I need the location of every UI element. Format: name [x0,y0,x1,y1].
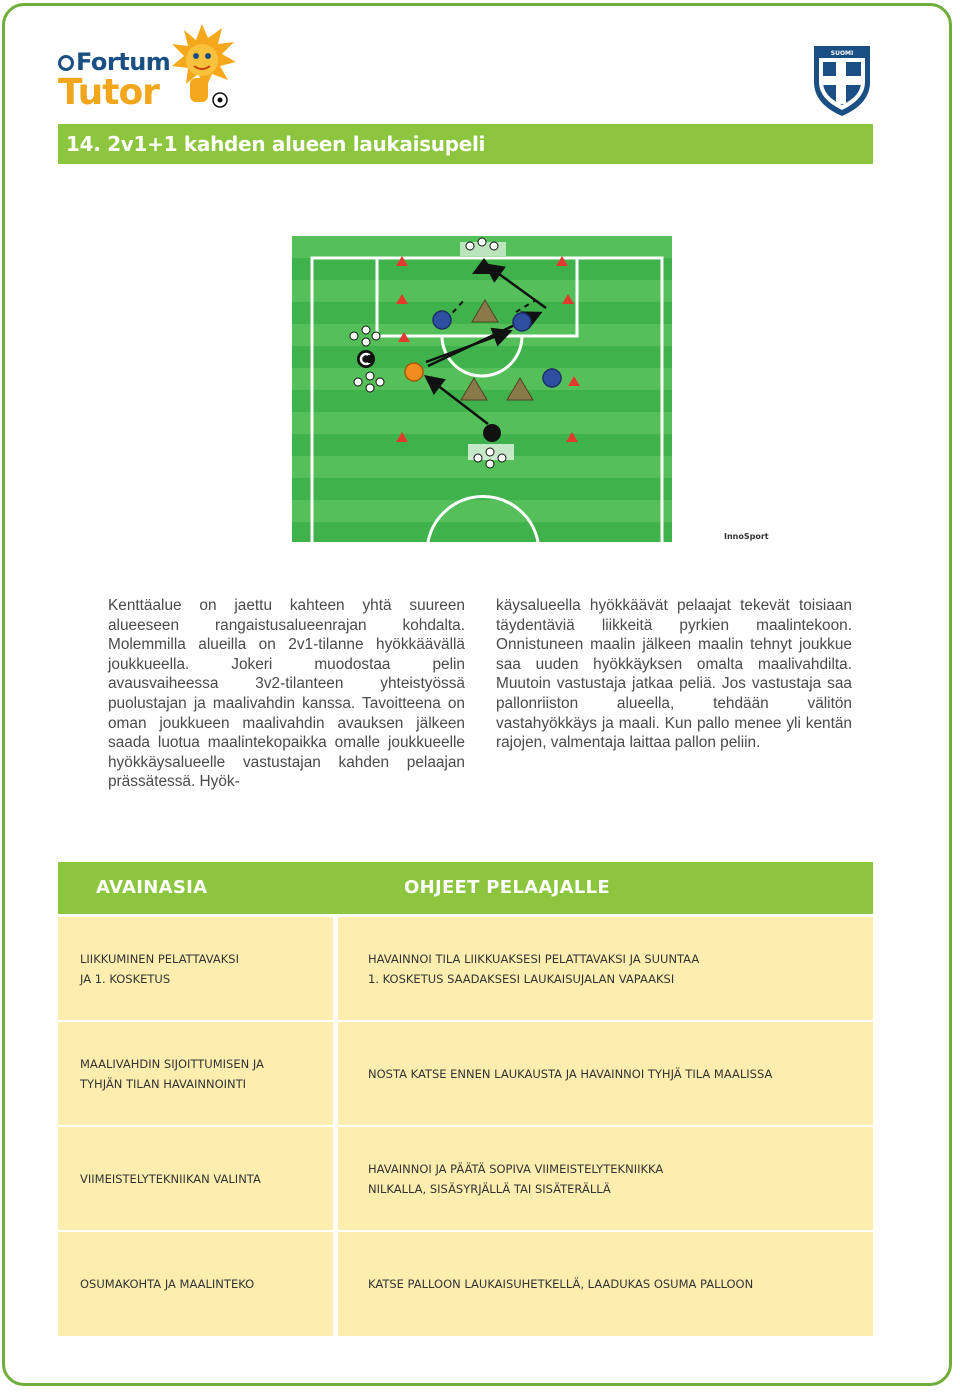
description-column-1: Kenttäalue on jaettu kahteen yhtä suureen alueeseen rangaistusalueenrajan kohdalta. Molemmilla alueilla on 2v1-tilanne hyökkäävällä joukkueella. Jokeri muodostaa pelin avausvaiheessa 3v2-tilanteen yhteistyössä puolustajan ja maalivahdin kanssa. Tavoitteena on oman joukkueen maalivahdin avauksen jälkeen saada luotua maalintekopaikka omalle joukkueelle hyökkäysalueelle vastustajan kahden pelaajan prässätessä. Hyök- [108,597,465,791]
table-row-key [58,1022,333,1125]
key-text: OSUMAKOHTA JA MAALINTEKO [80,1277,255,1291]
instruction-text: HAVAINNOI TILA LIIKKUAKSESI PELATTAVAKSI JA SUUNTAA 1. KOSKETUS SAADAKSESI LAUKAISUJALAN VAPAAKSI [368,951,700,986]
header-ohjeet: OHJEET PELAAJALLE [404,877,610,898]
instruction-text: KATSE PALLOON LAUKAISUHETKELLÄ, LAADUKAS OSUMA PALLOON [368,1277,754,1291]
table-row-instruction [338,1127,873,1230]
header-avainasia: AVAINASIA [96,877,208,898]
coach-icon [357,350,375,368]
key-text: LIIKKUMINEN PELATTAVAKSI JA 1. KOSKETUS [80,951,239,986]
instruction-text: NOSTA KATSE ENNEN LAUKAUSTA JA HAVAINNOI TYHJÄ TILA MAALISSA [368,1066,773,1081]
joker-player [405,363,423,381]
table-row-key [58,1127,333,1230]
mascot-icon [166,22,238,114]
table-row-instruction [338,917,873,1020]
table-row-instruction [338,1022,873,1125]
key-text: VIIMEISTELYTEKNIIKAN VALINTA [80,1171,261,1186]
title-bar [58,124,873,164]
innosport-credit: InnoSport [724,532,769,541]
table-row-key [58,917,333,1020]
table-row-instruction [338,1232,873,1336]
fortum-tutor-logo [58,22,238,122]
instruction-text: HAVAINNOI JA PÄÄTÄ SOPIVA VIIMEISTELYTEKNIIKKA NILKALLA, SISÄSYRJÄLLÄ TAI SISÄTERÄLLÄ [368,1161,664,1196]
page-title: 14. 2v1+1 kahden alueen laukaisupeli [66,132,486,156]
key-text: MAALIVAHDIN SIJOITTUMISEN JA TYHJÄN TILAN HAVAINNOINTI [80,1056,264,1091]
drill-diagram [292,236,672,542]
shield-text: SUOMI [830,50,854,57]
description-column-2: käysalueella hyökkäävät pelaajat tekevät toisiaan täydentäviä liikkeitä pyrkien maalintekoon. Onnistuneen maalin jälkeen maalin tehnyt joukkue saa uuden hyökkäyksen omalta maalivahdilta. Muutoin vastustaja jatkaa peliä. Jos vastustaja saa pallonriiston alueella, tehdään välitön vastahyökkäys ja maali. Kun pallo menee yli kentän rajojen, valmentaja laittaa pallon peliin. [496,597,852,752]
fortum-wordmark: Fortum [58,48,170,76]
tutor-wordmark: Tutor [58,72,159,113]
table-row-key [58,1232,333,1336]
table-header [58,862,873,914]
suomi-shield-icon [812,42,872,118]
